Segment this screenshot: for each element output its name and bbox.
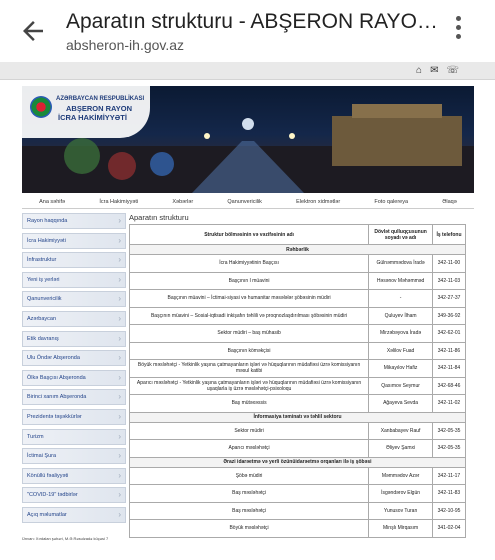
cell-name: Baş məsləhətçi [130,502,369,520]
cell-phone: 342-10-95 [433,502,466,520]
table-row [130,377,466,395]
sidebar-item[interactable]: İctimai Şura › [22,448,126,464]
cell-phone: 342-11-17 [433,467,466,485]
section-title: Rəhbərlik [130,245,466,255]
cell-phone: 342-11-86 [433,342,466,360]
table-header: İş telefonu [433,225,466,245]
cell-phone: 342-11-83 [433,485,466,503]
nav-item[interactable]: Xəbərlər [172,198,194,205]
cell-phone: 342-68-46 [433,377,466,395]
cell-phone: 342-27-37 [433,290,466,308]
cell-phone: 341-02-04 [433,520,466,538]
table-row [130,255,466,273]
cell-phone: 342-11-00 [433,255,466,273]
sidebar-item[interactable]: Birinci xanım Abşeronda › [22,389,126,405]
nav-item[interactable]: İcra Hakimiyyəti [99,198,139,205]
table-header: Dövlət qulluqçusunun soyadı və adı [369,225,433,245]
main-nav [22,195,474,209]
table-row [130,520,466,538]
emblem-icon [30,96,52,118]
cell-person: İsgəndərov Elgün [369,485,433,503]
cell-person: Quluyev İlham [369,307,433,325]
cell-person: Əliyev Şamxi [369,440,433,458]
cell-name: İcra Hakimiyyətinin Başçısı [130,255,369,273]
structure-table [129,224,466,538]
kebab-menu-icon[interactable] [452,16,464,44]
table-header: Struktur bölməsinin və vəzifəsinin adı [130,225,369,245]
cell-person: Mikayılov Hafiz [369,360,433,378]
cell-phone: 342-11-03 [433,272,466,290]
logo-line-1: AZƏRBAYCAN RESPUBLİKASI [56,96,145,102]
cell-person: Yunusov Turan [369,502,433,520]
home-icon[interactable]: ⌂ [416,65,423,76]
nav-item[interactable]: Ana səhifə [39,198,66,205]
logo-line-2: ABŞERON RAYON [66,104,132,113]
cell-person: Mirışlı Mirqasım [369,520,433,538]
table-row [130,502,466,520]
mail-icon[interactable]: ✉ [430,65,439,76]
table-row [130,342,466,360]
sidebar-item[interactable]: Ulu Öndər Abşeronda › [22,350,126,366]
cell-name: Baş məsləhətçi [130,485,369,503]
table-row [130,360,466,378]
logo-line-3: İCRA HAKİMİYYƏTİ [58,113,127,122]
sidebar-item[interactable]: Yeni iş yerləri › [22,272,126,288]
nav-item[interactable]: Əlaqə [442,198,457,205]
cell-name: Baş mütəxəssis [130,395,369,413]
site-logo[interactable] [22,86,150,138]
main-content [129,213,466,538]
phone-icon[interactable]: ☏ [446,65,459,76]
cell-phone: 342-11-84 [433,360,466,378]
table-row [130,440,466,458]
cell-person: Xanbabayev Rauf [369,422,433,440]
nav-item[interactable]: Qanunvericilik [227,198,262,205]
section-row [130,457,466,467]
cell-person: Həsənov Məhəmməd [369,272,433,290]
cell-name: Sektor müdiri [130,422,369,440]
cell-name: Başçının I müavini [130,272,369,290]
table-row [130,395,466,413]
content-title: Aparatın strukturu [129,213,189,222]
section-row [130,412,466,422]
cell-phone: 342-11-02 [433,395,466,413]
url-text[interactable]: absheron-ih.gov.az [66,37,185,53]
sidebar-item[interactable]: Ölkə Başçısı Abşeronda › [22,370,126,386]
cell-name: Böyük məsləhətçi [130,520,369,538]
sidebar-item[interactable]: Açıq məlumatlar › [22,507,126,523]
table-row [130,307,466,325]
address-note: Ünvan: Xırdalan şəhəri, M.Ə.Rəsulzadə küçəsi 7 [22,536,109,541]
table-row [130,272,466,290]
cell-phone: 342-05-35 [433,422,466,440]
table-row [130,290,466,308]
cell-name: Aparıcı məsləhətçi - Yetkinlik yaşına çatmayanların işləri və hüquqlarının müdafiəsi üzrə komissiyanın uşaqlarla iş üzrə məsləhətçi-psixoloqu [130,377,369,395]
sidebar-item[interactable]: "COVID-19" tədbirlər › [22,487,126,503]
back-arrow-icon[interactable] [18,16,48,46]
section-row [130,245,466,255]
cell-person: Xəlilov Fuad [369,342,433,360]
cell-name: Aparıcı məsləhətçi [130,440,369,458]
cell-phone: 342-05-35 [433,440,466,458]
section-title: Ərazi idarəetmə və yerli özünüidarəetmə orqanları ilə iş şöbəsi [130,457,466,467]
nav-item[interactable]: Elektron xidmətlər [296,198,341,205]
sidebar-item[interactable]: İcra Hakimiyyəti › [22,233,126,249]
page-title-bar: Aparatın strukturu - ABŞERON RAYO… [66,10,438,33]
cell-name: Başçının müavini – Sosial-iqtisadi inkişafın təhlili və proqnozlaşdırılması şöbəsinin müdiri [130,307,369,325]
section-title: İnformasiya təminatı və təhlil sektoru [130,412,466,422]
site-utility-bar [0,62,495,80]
cell-person: Qasımov Seymur [369,377,433,395]
sidebar-item[interactable]: Rayon haqqında › [22,213,126,229]
table-row [130,325,466,343]
nav-item[interactable]: Foto qalereya [374,198,409,205]
cell-name: Şöbə müdiri [130,467,369,485]
cell-person: - [369,290,433,308]
cell-name: Böyük məsləhətçi - Yetkinlik yaşına çatmayanların işləri və hüquqlarının müdafiəsi üzrə komissiyanın məsul katibi [130,360,369,378]
sidebar-menu [22,213,126,527]
table-row [130,422,466,440]
sidebar-item[interactable]: Etik davranış › [22,331,126,347]
sidebar-item[interactable]: Qanunvericilik › [22,291,126,307]
cell-phone: 349-36-92 [433,307,466,325]
cell-phone: 342-62-01 [433,325,466,343]
sidebar-item[interactable]: Könüllü fəaliyyəti › [22,468,126,484]
cell-name: Başçının müavini – İctimai-siyasi və humanitar məsələlər şöbəsinin müdiri [130,290,369,308]
cell-person: Məmmədov Azər [369,467,433,485]
sidebar-item[interactable]: İnfrastruktur › [22,252,126,268]
table-row [130,485,466,503]
sidebar-item[interactable]: Turizm › [22,429,126,445]
cell-person: Mirzəbəyova İradə [369,325,433,343]
cell-person: Ağayeva Sevda [369,395,433,413]
browser-app-bar [0,0,495,62]
sidebar-item[interactable]: Prezidentə təşəkkürlər › [22,409,126,425]
sidebar-item[interactable]: Azərbaycan › [22,311,126,327]
cell-name: Sektor müdiri – baş mühasib [130,325,369,343]
table-row [130,467,466,485]
cell-name: Başçının köməkçisi [130,342,369,360]
site-banner [22,86,474,193]
cell-person: Gülnəmmədova İradə [369,255,433,273]
